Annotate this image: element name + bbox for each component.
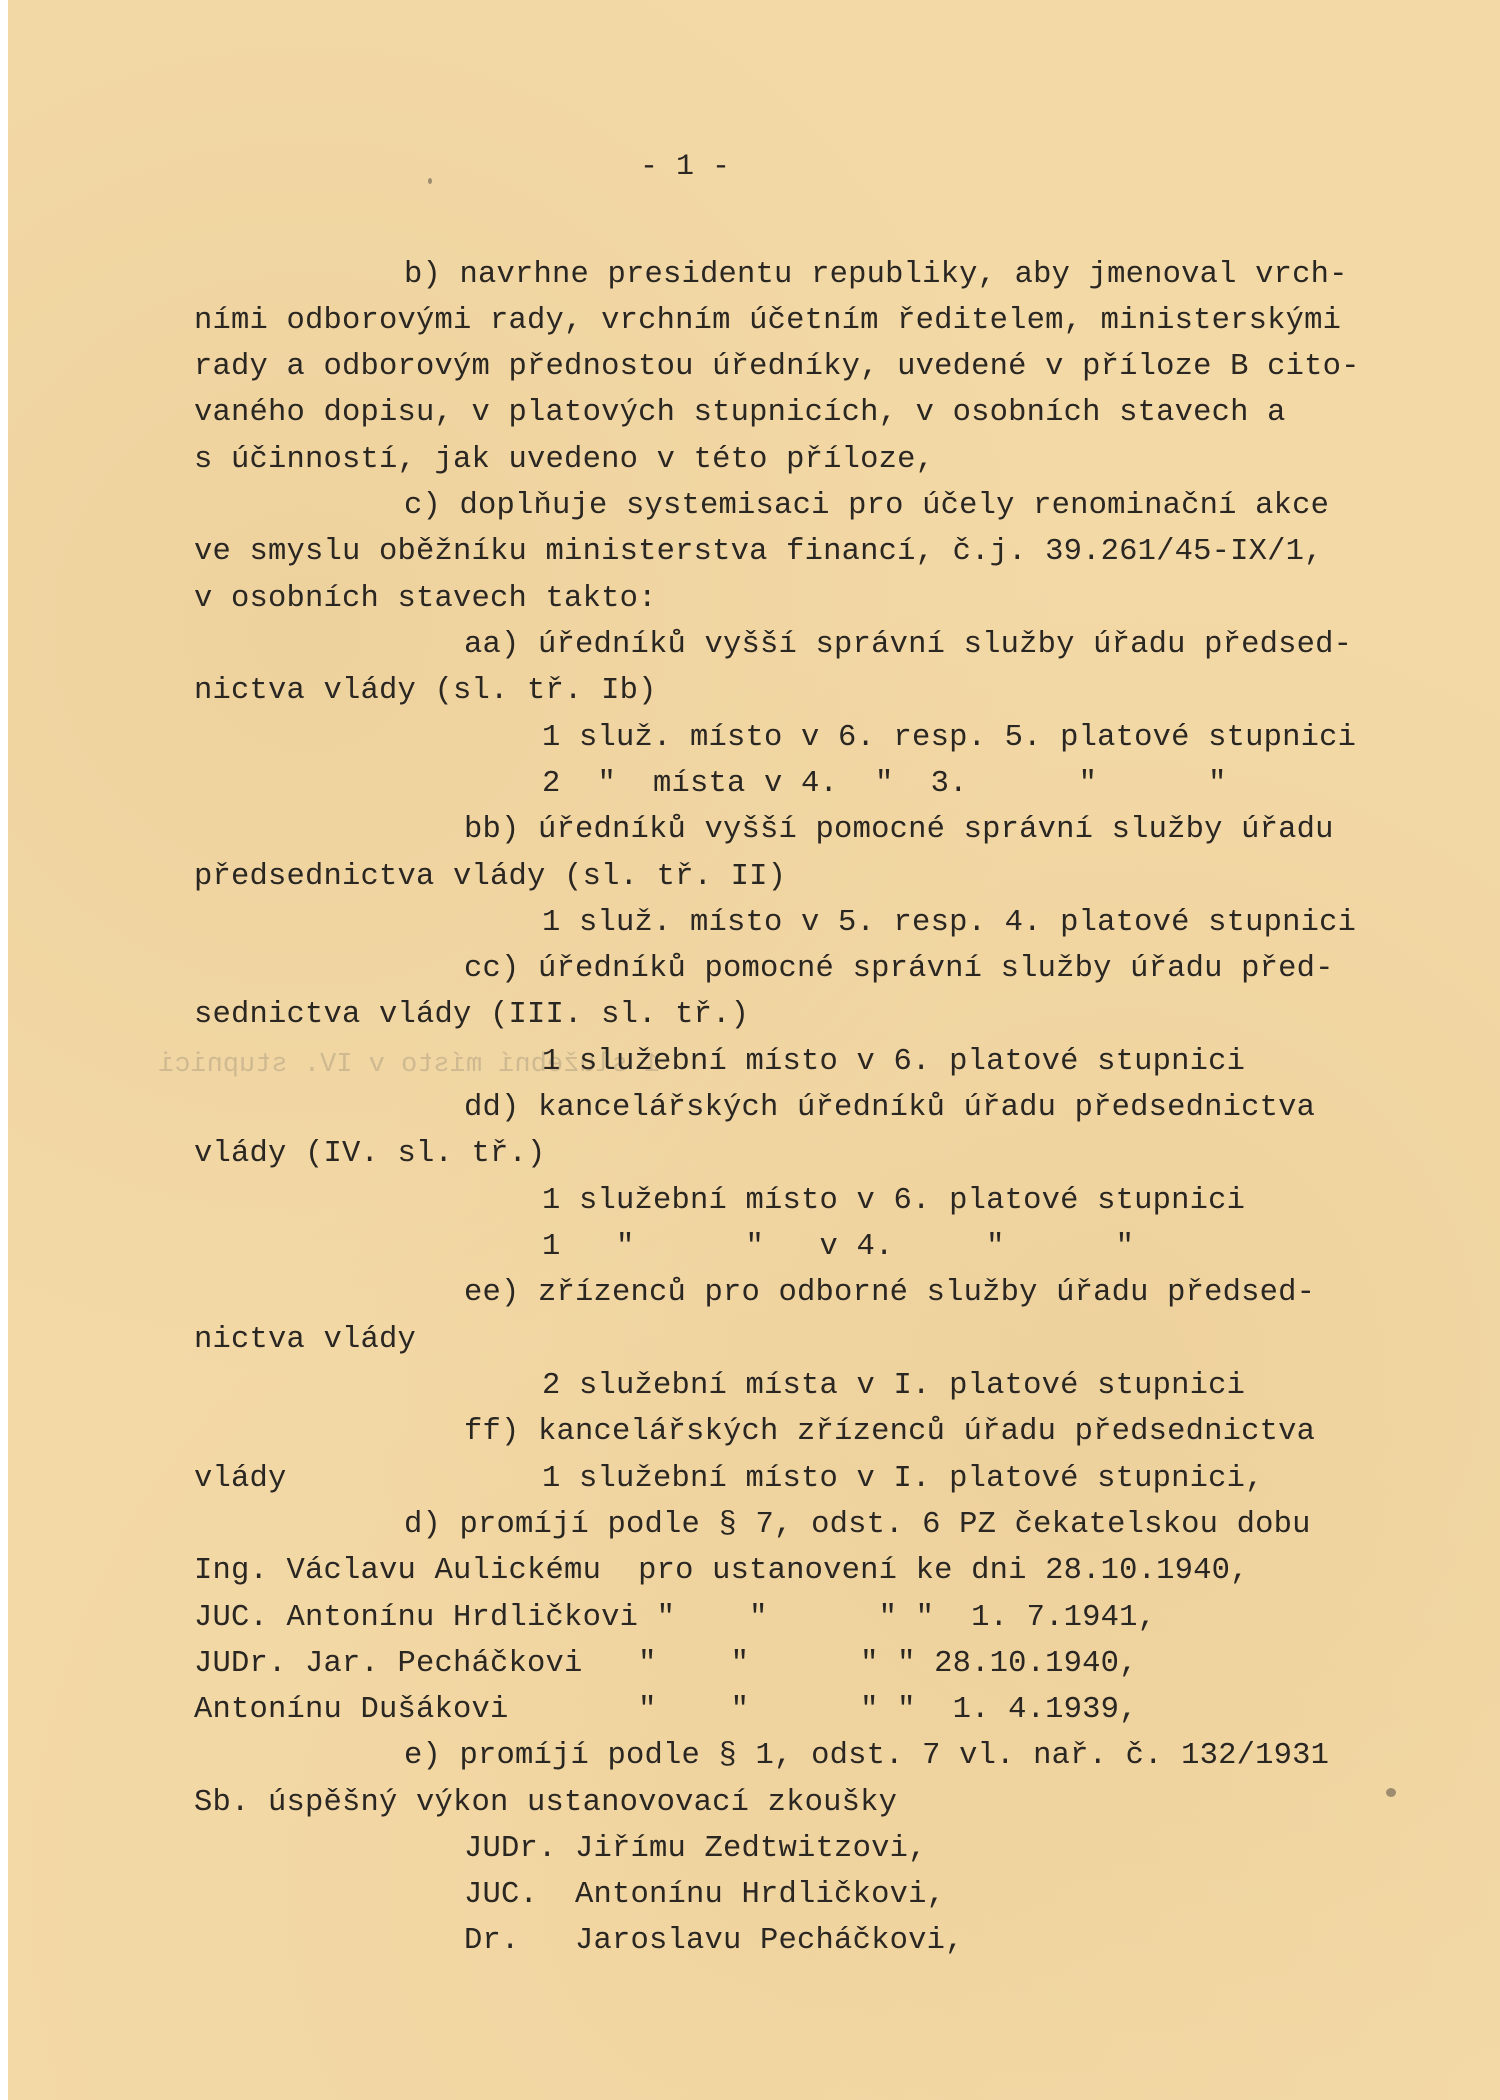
paragraph-e-line-1: e) promíjí podle § 1, odst. 7 vl. nař. č. 132/1931	[404, 1739, 1330, 1773]
item-aa-position-1: 1 služ. místo v 6. resp. 5. platové stupnici	[542, 721, 1357, 755]
item-aa-position-2: 2 " místa v 4. " 3. " "	[542, 767, 1227, 801]
page-number: - 1 -	[640, 150, 731, 184]
item-ee-line-2: nictva vlády	[194, 1323, 417, 1357]
paragraph-d-person-2: JUC. Antonínu Hrdličkovi " " " " 1. 7.1941,	[194, 1601, 1157, 1635]
ink-speck	[1386, 1788, 1396, 1797]
item-ff-line-2: vlády	[194, 1462, 287, 1496]
paragraph-b-line-1: b) navrhne presidentu republiky, aby jmenoval vrch-	[404, 258, 1348, 292]
item-bb-position-1: 1 služ. místo v 5. resp. 4. platové stupnici	[542, 906, 1357, 940]
item-ff-position-1: 1 služební místo v I. platové stupnici,	[542, 1462, 1264, 1496]
item-bb-line-1: bb) úředníků vyšší pomocné správní služby úřadu	[464, 813, 1334, 847]
item-ee-line-1: ee) zřízenců pro odborné služby úřadu předsed-	[464, 1276, 1316, 1310]
paragraph-c-line-1: c) doplňuje systemisaci pro účely renominační akce	[404, 489, 1330, 523]
paragraph-e-person-1: JUDr. Jiřímu Zedtwitzovi,	[464, 1832, 927, 1866]
paragraph-d-person-1: Ing. Václavu Aulickému pro ustanovení ke dni 28.10.1940,	[194, 1554, 1249, 1588]
item-dd-line-2: vlády (IV. sl. tř.)	[194, 1137, 546, 1171]
item-ee-position-1: 2 služební místa v I. platové stupnici	[542, 1369, 1246, 1403]
paragraph-d-person-4: Antonínu Dušákovi " " " " 1. 4.1939,	[194, 1693, 1138, 1727]
paragraph-b-line-5: s účinností, jak uvedeno v této příloze,	[194, 443, 935, 477]
bleed-through-text: 1 služební místo v IV. stupnici	[158, 1050, 661, 1080]
item-aa-line-2: nictva vlády (sl. tř. Ib)	[194, 674, 657, 708]
item-dd-line-1: dd) kancelářských úředníků úřadu předsednictva	[464, 1091, 1316, 1125]
item-cc-line-2: sednictva vlády (III. sl. tř.)	[194, 998, 750, 1032]
paragraph-c-line-2: ve smyslu oběžníku ministerstva financí, č.j. 39.261/45-IX/1,	[194, 535, 1323, 569]
paragraph-b-line-2: ními odborovými rady, vrchním účetním ředitelem, ministerskými	[194, 304, 1342, 338]
item-ff-line-1: ff) kancelářských zřízenců úřadu předsednictva	[464, 1415, 1316, 1449]
paragraph-e-person-3: Dr. Jaroslavu Pecháčkovi,	[464, 1924, 964, 1958]
item-aa-line-1: aa) úředníků vyšší správní služby úřadu předsed-	[464, 628, 1353, 662]
paragraph-b-line-3: rady a odborovým přednostou úředníky, uvedené v příloze B cito-	[194, 350, 1360, 384]
paragraph-c-line-3: v osobních stavech takto:	[194, 582, 657, 616]
item-dd-position-2: 1 " " v 4. " "	[542, 1230, 1135, 1264]
paragraph-d-person-3: JUDr. Jar. Pecháčkovi " " " " 28.10.1940,	[194, 1647, 1138, 1681]
paragraph-d-line-1: d) promíjí podle § 7, odst. 6 PZ čekatelskou dobu	[404, 1508, 1311, 1542]
paragraph-b-line-4: vaného dopisu, v platových stupnicích, v osobních stavech a	[194, 396, 1286, 430]
paragraph-e-person-2: JUC. Antonínu Hrdličkovi,	[464, 1878, 946, 1912]
document-page	[8, 0, 1500, 2100]
ink-speck	[428, 178, 432, 184]
item-bb-line-2: předsednictva vlády (sl. tř. II)	[194, 860, 787, 894]
paragraph-e-line-2: Sb. úspěšný výkon ustanovovací zkoušky	[194, 1786, 898, 1820]
item-cc-position-1: 1 služební místo v 6. platové stupnici	[542, 1045, 1246, 1079]
item-cc-line-1: cc) úředníků pomocné správní služby úřadu před-	[464, 952, 1334, 986]
item-dd-position-1: 1 služební místo v 6. platové stupnici	[542, 1184, 1246, 1218]
